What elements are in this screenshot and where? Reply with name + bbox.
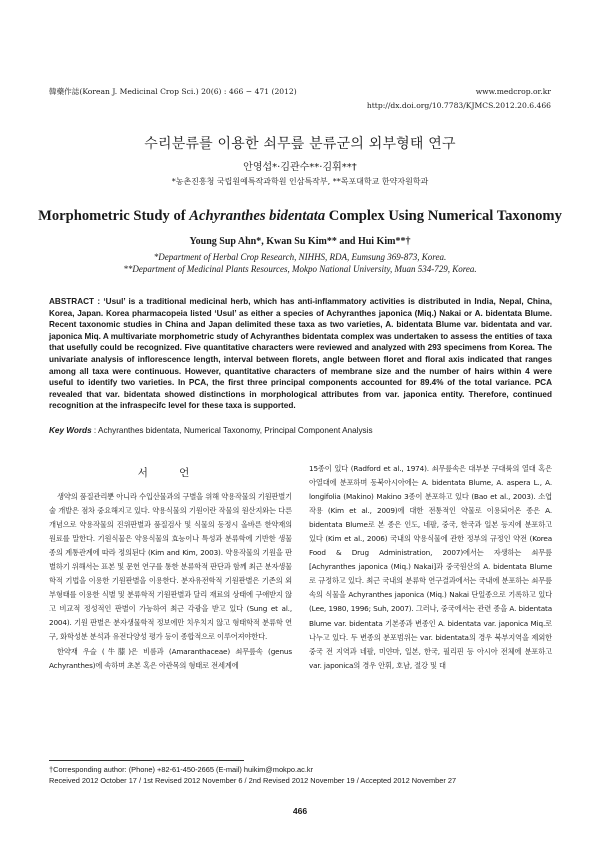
received-dates: Received 2012 October 17 / 1st Revised 2012 November 6 / 2nd Revised 2012 November 19 / Accepted 2012 November 27 [49,776,457,785]
english-title [0,208,600,225]
body-column-right [309,462,552,673]
page-number: 466 [292,806,308,816]
english-authors: Young Sup Ahn*, Kwan Su Kim** and Hui Kim**† [189,236,411,247]
footnote-rule [49,760,244,761]
english-title-part: Morphometric Study of [38,208,190,224]
journal-citation: 韓藥作誌(Korean J. Medicinal Crop Sci.) 20(6) : 466 − 471 (2012) [49,87,297,96]
korean-title: 수리분류를 이용한 쇠무릎 분류군의 외부형태 연구 [144,136,456,152]
corresponding-author: †Corresponding author: (Phone) +82-61-450-2665 (E-mail) huikim@mokpo.ac.kr [49,765,314,774]
paragraph: 한약재 우슬 (牛膝)은 비름과 (Amaranthaceae) 쇠무릎속 (genus Achyranthes)에 속하며 초본 혹은 아관목의 형태로 전세계에 [49,646,292,670]
abstract-label: ABSTRACT : [49,297,104,306]
keywords-text: : Achyranthes bidentata, Numerical Taxonomy, Principal Component Analysis [91,426,373,435]
english-affiliation-1: *Department of Herbal Crop Research, NIHHS, RDA, Eumsung 369-873, Korea. [153,252,447,262]
korean-authors: 안영섭*·김관수**·김휘**† [243,162,357,173]
doi-link[interactable]: http://dx.doi.org/10.7783/KJMCS.2012.20.6.466 [366,101,551,110]
korean-affiliation: *농촌진흥청 국립원예특작과학원 인삼특작부, **목포대학교 한약자원학과 [171,177,429,186]
keywords [49,425,552,436]
journal-website[interactable]: www.medcrop.or.kr [475,87,551,96]
section-heading-introduction: 서 언 [137,467,204,479]
english-title-species: Achyranthes bidentata [189,208,326,224]
paragraph: 생약의 품질관리뿐 아니라 수입산물과의 구별을 위해 약용작물의 기원판별기술 개발은 점차 중요해지고 있다. 약용식물의 기원이란 작물의 원산지와는 다른 개념으로 약용작물의 진위판별과 품질검사 및 식물의 동정시 올바른 한약재의 원료를 말한다. 기원식물은 약용식물의 효능이나 특성과 분류학에 기반한 생물종의 계통관계에 따라 정의된다 (Kim and Kim, 2003). 약용작물의 기원을 판별하기 위해서는 표본 및 문헌 연구를 통한 분류학적 판단과 함께 최근 분자생물학적 기법을 이용한 기원판별을 이용한다. 분자유전학적 기원판별은 기존의 외부형태를 이용한 식별 및 분류학적 기원판별과 달리 재료의 상태에 구애받지 않고 비교적 정성적인 판별이 가능하여 최근 각광을 받고 있다 (Sung et al., 2004). 기원 판별은 분자생물학적 정보에만 치우치지 않고 형태학적 분류학 연구, 화학성분 분석과 유전다양성 평가 등이 종합적으로 이루어져야한다. [49,492,293,642]
english-title-part: Complex Using Numerical Taxonomy [325,208,562,224]
abstract-text: ‘Usul’ is a traditional medicinal herb, which has anti-inflammatory activities is distributed in India, Nepal, China, Korea, Japan. Korea pharmacopeia listed ‘Usul’ as either a species of Achyranthes japonica (Miq.) Nakai or A. bidentata Blume. Recent taxonomic studies in China and Japan delimited these taxa as two varieties, A. bidentata Blume var. bidentata and var. japonica Miq. A multivariate morphometric study of Achyranthes bidentata complex was undertaken to assess the entities of taxa that usefully could be recognized. Five quantitative characters were reviewed and analyzed with 293 specimens from Korea. The univariate analysis of inflorescence length, interval between florets, angle between floret and floral axis indicated that ranges among all taxa were continuous. However, quantitative characters of membrane size and the number of hairs within 4 were useful to identify two varieties. In PCA, the first three principal components accounted for 89.4% of the total variance. PCA revealed that var. bidentata showed distinctions in morphological attributes from var. japonica entity. Therefore, continued recognition at the infraspecifc level for these taxa is supported. [49,297,552,411]
keywords-label: Key Words [49,426,92,435]
english-affiliation-2: **Department of Medicinal Plants Resources, Mokpo National University, Muan 534-729, Korea. [123,264,477,274]
paragraph: 15종이 있다 (Radford et al., 1974). 쇠무릎속은 대부분 구대륙의 열대 혹은 아열대에 분포하며 동북아시아에는 A. bidentata Blume, A. aspera L., A. longifolia (Makino) Makino 3종이 분포하고 있다 (Bao et al., 2003). 소엽작용 (Kim et al., 2009)에 대한 전통적인 약물로 이용되어온 종은 A. bidentata Blume로 본 종은 인도, 네팔, 중국, 한국과 일본 등지에 분포하고 있다 (Kim et al., 2006) 국내의 약용식물에 관한 정부의 규정인 약전 (Korea Food & Drug Administration, 2007)에서는 자생하는 쇠무릎 [Achyranthes japonica (Miq.) Nakai]과 중국원산의 A. bidentata Blume로 규정하고 있다. 최근 국내의 분류학 연구결과에서는 국내에 분포하는 쇠무릎속의 식물을 Achyranthes japonica (Miq.) Nakai 단일종으로 기록하고 있다 (Lee, 1980, 1996; Suh, 2007). 그러나, 중국에서는 관련 종을 A. bidentata Blume var. bidentata 기본종과 변종인 A. bidentata var. japonica Miq.로 나누고 있다. 두 변종의 분포범위는 var. bidentata의 경우 북부지역을 제외한 중국 전 지역과 네팔, 미얀마, 일본, 한국, 필리핀 등 아시아 전체에 분포하고 var. japonica의 경우 안휘, 호남, 절강 및 대 [309,464,552,670]
abstract [49,296,552,412]
body-column-left [49,490,292,673]
